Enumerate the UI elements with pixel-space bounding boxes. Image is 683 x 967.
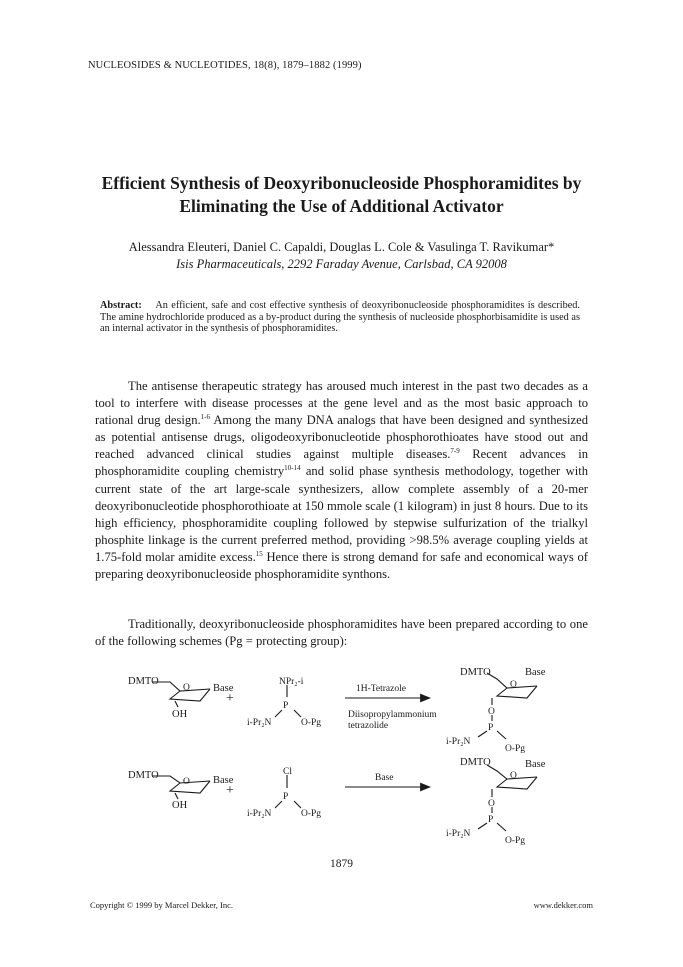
dmto-label: DMTO <box>128 676 159 687</box>
page-number: 1879 <box>330 858 353 870</box>
copyright-notice: Copyright © 1999 by Marcel Dekker, Inc. <box>90 900 234 910</box>
p-n-bond <box>478 731 487 737</box>
oxygen-label: O <box>488 799 495 809</box>
citation-ref: 10-14 <box>284 464 301 473</box>
paper-title <box>60 172 623 218</box>
opg-label: O-Pg <box>301 718 322 728</box>
dmto-label: DMTO <box>460 667 491 678</box>
oh-label: OH <box>172 709 188 720</box>
phosphorus-label: P <box>283 792 289 802</box>
base-label: Base <box>213 775 234 786</box>
base-label: Base <box>213 683 234 694</box>
oh-label: OH <box>172 800 188 811</box>
ring-oxygen-label: O <box>510 680 517 690</box>
ring-bond <box>152 682 210 691</box>
tetrazolide-reagent: tetrazolide <box>348 721 389 731</box>
author-list: Alessandra Eleuteri, Daniel C. Capaldi, Douglas L. Cole & Vasulinga T. Ravikumar* <box>128 240 555 254</box>
opg-label: O-Pg <box>505 836 526 845</box>
ring-bond <box>152 776 210 783</box>
title-line-1: Efficient Synthesis of Deoxyribonucleoside Phosphoramidites by <box>101 173 582 193</box>
plus-sign: + <box>226 691 234 706</box>
abstract <box>100 300 580 335</box>
dmto-label: DMTO <box>460 757 491 768</box>
reaction-scheme <box>0 655 683 845</box>
citation-ref: 7-9 <box>450 447 460 456</box>
ipr2n-label: i-Pr₂N <box>247 718 272 728</box>
dmto-label: DMTO <box>128 770 159 781</box>
body-paragraph-1 <box>95 378 588 583</box>
opg-label: O-Pg <box>505 744 526 754</box>
base-label: Base <box>525 667 546 678</box>
p-o-bond <box>294 710 301 717</box>
tetrazole-reagent: 1H-Tetrazole <box>356 684 406 694</box>
plus-sign: + <box>226 783 234 798</box>
phosphorus-label: P <box>488 815 494 825</box>
ring-oxygen-label: O <box>183 777 190 787</box>
ipr2n-label: i-Pr₂N <box>446 737 471 747</box>
title-line-2: Eliminating the Use of Additional Activator <box>179 196 504 216</box>
affiliation: Isis Pharmaceuticals, 2292 Faraday Avenue, Carlsbad, CA 92008 <box>176 257 507 271</box>
abstract-text: An efficient, safe and cost effective synthesis of deoxyribonucleoside phosphoramidites is described. The amine hydrochloride produced as a by-product during the synthesis of nucleoside phosphorbisamidite is used as an internal activator in the synthesis of phosphoramidites. <box>100 300 581 334</box>
opg-label: O-Pg <box>301 809 322 819</box>
base-reagent: Base <box>375 773 394 783</box>
body-paragraph-2: Traditionally, deoxyribonucleoside phosphoramidites have been prepared according to one of the following schemes (Pg = protecting group): <box>95 617 588 649</box>
p1-sentence: Hence there is strong demand for safe and economical ways of preparing deoxyribonucleoside phosphoramidite synthons. <box>95 549 588 582</box>
diisopropylamino-label: NPr₂-i <box>279 677 304 687</box>
ipr2n-label: i-Pr₂N <box>247 809 272 819</box>
publisher-website: www.dekker.com <box>533 900 593 910</box>
oxygen-label: O <box>488 707 495 717</box>
p-n-bond <box>478 823 487 829</box>
citation-ref: 15 <box>255 549 263 558</box>
chlorine-label: Cl <box>283 767 292 777</box>
phosphorus-label: P <box>488 723 494 733</box>
journal-header: NUCLEOSIDES & NUCLEOTIDES, 18(8), 1879–1882 (1999) <box>88 60 362 71</box>
ring-oxygen-label: O <box>183 683 190 693</box>
p1-sentence: Recent advances in phosphoramidite coupling chemistry <box>95 447 588 479</box>
citation-ref: 1-6 <box>200 413 210 421</box>
abstract-label: Abstract: <box>100 300 142 311</box>
p-o-bond <box>294 801 301 808</box>
p-o-bond <box>497 731 506 739</box>
p1-sentence: The antisense therapeutic strategy has aroused much interest in the past two decades as a tool to interfere with disease processes at the gene level and as the most basic approach to rational drug design. <box>95 379 588 428</box>
p-n-bond <box>275 710 282 717</box>
ipr2n-label: i-Pr₂N <box>446 829 471 839</box>
oh-bond <box>175 793 178 799</box>
p-n-bond <box>275 801 282 808</box>
p-o-bond <box>497 823 506 831</box>
oh-bond <box>175 701 178 707</box>
base-label: Base <box>525 759 546 770</box>
phosphorus-label: P <box>283 701 289 711</box>
p1-sentence: and solid phase synthesis methodology, together with current state of the art large-scale synthesizers, allow complete assembly of a 20-mer deoxyribonucleotide phosphorothioate at 150 mmole scale (1 kilogram) in just 8 hours. Due to its high efficiency, phosphoramidite coupling followed by stepwise sulfurization of the trialkyl phosphite linkage is the current preferred method, providing >98.5% average coupling yields at 1.75-fold molar amidite excess. <box>95 464 589 564</box>
p1-sentence: Among the many DNA analogs that have been designed and synthesized as potential antisense drugs, oligodeoxyribonucleotide phosphorothioates have stood out and reached advanced clinical studies against multiple diseases. <box>95 413 589 462</box>
ring-oxygen-label: O <box>510 771 517 781</box>
ammonium-reagent: Diisopropylammonium <box>348 710 437 720</box>
